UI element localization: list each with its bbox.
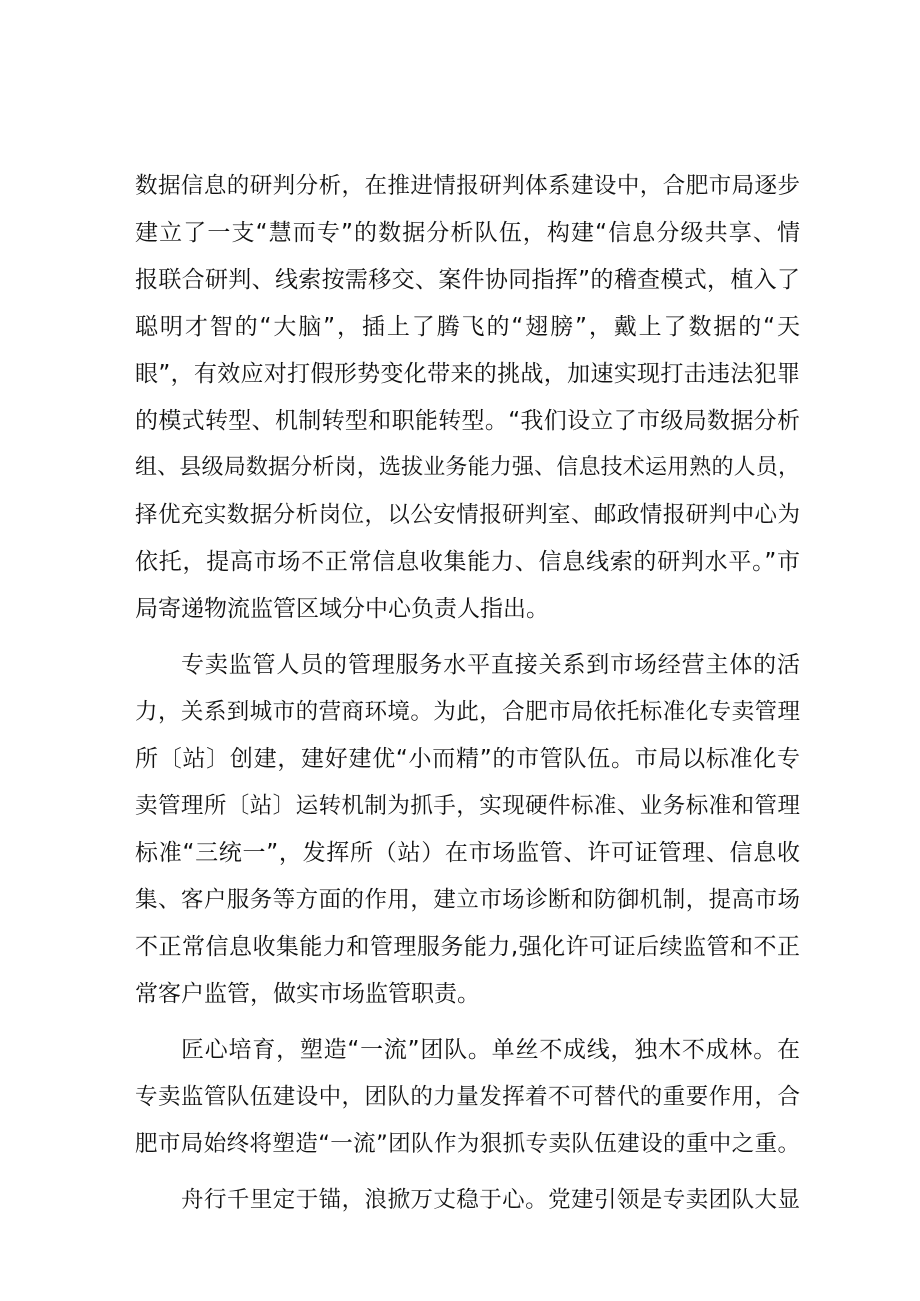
text-line: 报联合研判、线索按需移交、案件协同指挥”的稽查模式，植入了 — [135, 267, 800, 293]
document-page — [135, 0, 800, 1301]
text-line: 专卖监管队伍建设中，团队的力量发挥着不可替代的重要作用，合 — [135, 1084, 800, 1110]
paragraph-first-line: 专卖监管人员的管理服务水平直接关系到市场经营主体的活 — [181, 652, 800, 678]
text-line: 集、客户服务等方面的作用，建立市场诊断和防御机制，提高市场 — [135, 887, 800, 913]
text-line: 眼”，有效应对打假形势变化带来的挑战，加速实现打击违法犯罪 — [135, 361, 800, 387]
text-line: 肥市局始终将塑造“一流”团队作为狠抓专卖队伍建设的重中之重。 — [135, 1131, 800, 1157]
text-line: 卖管理所〔站〕运转机制为抓手，实现硬件标准、业务标准和管理 — [135, 793, 800, 819]
text-line: 力，关系到城市的营商环境。为此，合肥市局依托标准化专卖管理 — [135, 699, 800, 725]
text-line: 不正常信息收集能力和管理服务能力,强化许可证后续监管和不正 — [135, 934, 800, 960]
text-line: 聪明才智的“大脑”，插上了腾飞的“翅膀”，戴上了数据的“天 — [135, 314, 800, 340]
text-line: 常客户监管，做实市场监管职责。 — [135, 981, 480, 1007]
text-line: 标准“三统一”，发挥所（站）在市场监管、许可证管理、信息收 — [135, 840, 800, 866]
text-line: 所〔站〕创建，建好建优“小而精”的市管队伍。市局以标准化专 — [135, 746, 800, 772]
paragraph-first-line: 匠心培育，塑造“一流”团队。单丝不成线，独木不成林。在 — [181, 1037, 800, 1063]
paragraph-first-line: 舟行千里定于锚，浪掀万丈稳于心。党建引领是专卖团队大显 — [181, 1187, 800, 1213]
text-line: 依托，提高市场不正常信息收集能力、信息线索的研判水平。”市 — [135, 549, 800, 575]
text-line: 择优充实数据分析岗位，以公安情报研判室、邮政情报研判中心为 — [135, 502, 800, 528]
text-line: 数据信息的研判分析，在推进情报研判体系建设中，合肥市局逐步 — [135, 173, 800, 199]
text-line: 的模式转型、机制转型和职能转型。“我们设立了市级局数据分析 — [135, 408, 800, 434]
text-line: 建立了一支“慧而专”的数据分析队伍，构建“信息分级共享、情 — [135, 220, 800, 246]
text-line: 局寄递物流监管区域分中心负责人指出。 — [135, 596, 549, 622]
text-line: 组、县级局数据分析岗，选拔业务能力强、信息技术运用熟的人员， — [135, 455, 800, 480]
